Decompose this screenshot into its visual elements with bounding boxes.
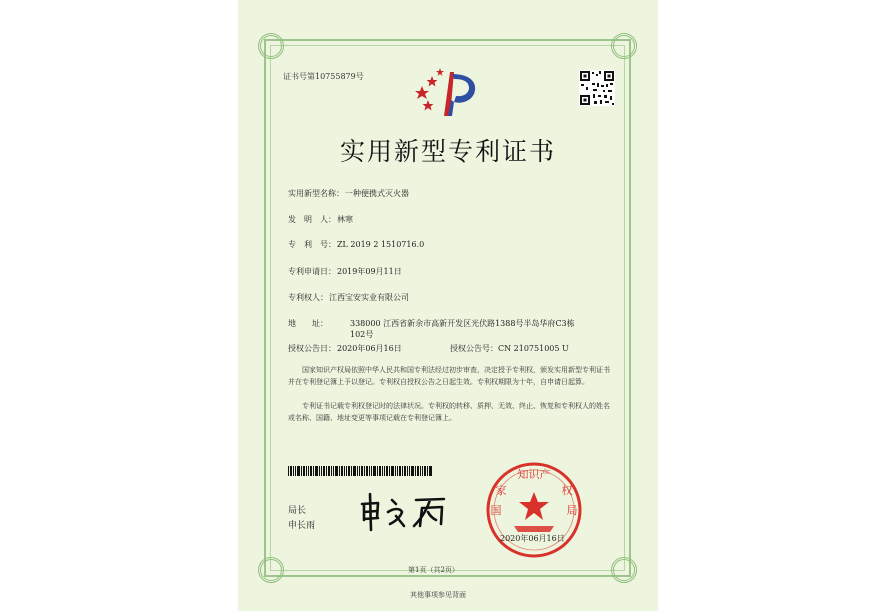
certificate-title: 实用新型专利证书	[339, 137, 556, 166]
official-seal	[484, 460, 584, 560]
field-label: 专利权人：	[288, 293, 328, 302]
qr-code	[579, 70, 615, 106]
certificate-number: 证书号第10755879号	[283, 72, 364, 81]
field-label: 地 址：	[288, 319, 328, 328]
field-grant-date	[288, 343, 402, 354]
barcode	[288, 466, 432, 476]
cnipa-logo-icon	[414, 66, 484, 120]
field-value: 338000 江西省新余市高新开发区光伏路1388号半岛华府C3栋102号	[350, 319, 575, 339]
director-title: 局长	[288, 506, 307, 516]
director-signature	[356, 490, 456, 532]
corner-ornament	[258, 557, 284, 583]
field-value: 江西宝安实业有限公司	[329, 293, 409, 302]
field-patent-number	[288, 239, 424, 250]
corner-ornament	[611, 33, 637, 59]
paragraph-legal-status: 专利证书记载专利权登记时的法律状况。专利权的转移、质押、无效、终止、恢复和专利权人的姓名或名称、国籍、地址变更等事项记载在专利登记簿上。	[288, 402, 610, 422]
corner-ornament	[258, 33, 284, 59]
field-label: 授权公告号：	[450, 344, 498, 353]
seal-text: 家	[495, 484, 507, 497]
field-inventor	[288, 214, 353, 225]
seal-text: 知识产	[517, 468, 551, 481]
field-label: 发 明 人：	[288, 215, 336, 224]
field-grant-number	[450, 343, 569, 354]
field-value: 2019年09月11日	[337, 267, 402, 276]
field-label: 授权公告日：	[288, 344, 336, 353]
seal-text: 权	[561, 484, 573, 497]
field-label: 专利申请日：	[288, 267, 336, 276]
field-value: 2020年06月16日	[337, 344, 402, 353]
director-name: 申长雨	[288, 521, 316, 531]
field-utility-model-name	[288, 188, 409, 199]
field-address	[288, 318, 585, 340]
page-indicator: 第1页（共2页）	[408, 566, 459, 574]
field-value: 林寒	[337, 215, 353, 224]
field-label: 专 利 号：	[288, 240, 336, 249]
seal-text: 国	[490, 504, 502, 517]
paragraph-grant-statement: 国家知识产权局依照中华人民共和国专利法经过初步审查，决定授予专利权，颁发实用新型专利证书并在专利登记簿上予以登记。专利权自授权公告之日起生效。专利权期限为十年，自申请日起算。	[288, 366, 610, 386]
field-value: ZL 2019 2 1510716.0	[337, 240, 425, 249]
field-value: CN 210751005 U	[498, 344, 569, 353]
field-patentee	[288, 292, 409, 303]
seal-date: 2020年06月16日	[500, 534, 565, 543]
seal-text: 局	[566, 504, 578, 517]
field-filing-date	[288, 266, 402, 277]
corner-ornament	[611, 557, 637, 583]
footer-note: 其他事项参见背面	[410, 591, 466, 599]
field-label: 实用新型名称：	[288, 189, 344, 198]
field-value: 一种便携式灭火器	[345, 189, 409, 198]
